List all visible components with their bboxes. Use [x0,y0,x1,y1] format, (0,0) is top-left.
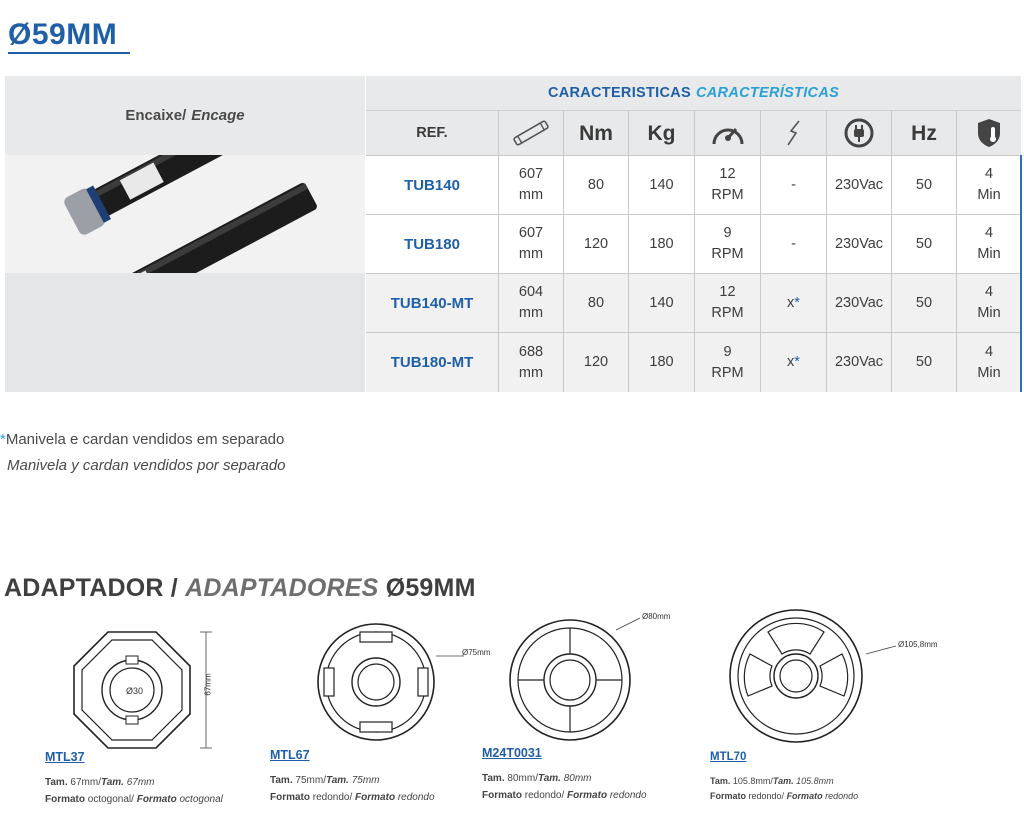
nm-cell: 120 [563,332,628,392]
length-value: 688 [518,343,544,360]
ref-column-header: REF. [366,110,498,155]
table-row [366,273,1021,332]
thermal-protection-icon [956,110,1021,155]
ref-cell: TUB180-MT [366,332,498,392]
adapter-name: M24T0031 [482,746,542,760]
octagon-adapter-drawing [40,620,280,750]
thermal-unit: Min [977,246,1001,262]
adapter-size: Tam. 105.8mm/Tam. 105.8mm [710,776,834,786]
thermal-cell [956,155,1021,214]
rpm-value: 12 [719,284,736,300]
manual-cell [760,214,826,273]
length-value: 604 [518,284,544,300]
adapter-format: Formato redondo/ Formato redondo [710,791,859,801]
manual-star: * [794,354,800,370]
kg-cell: 180 [628,332,694,392]
adapters-heading-pt: ADAPTADOR / [4,574,178,602]
adapter-format: Formato redondo/ Formato redondo [270,792,435,803]
thermal-value: 4 [984,343,994,360]
length-unit: mm [518,187,544,203]
length-cell [498,214,563,273]
manual-value: x [787,354,795,370]
adapters-heading-size: Ø59MM [385,574,476,602]
thermal-unit: Min [977,187,1001,203]
length-value: 607 [518,225,544,241]
nm-cell: 120 [563,214,628,273]
size-dimension: 67mm [203,673,213,696]
ref-cell: TUB140-MT [366,273,498,332]
hz-column-header: Hz [891,110,956,155]
kg-cell: 180 [628,214,694,273]
manual-crank-icon [760,110,826,155]
footnote-pt [0,431,284,448]
caracteristicas-pt: CARACTERISTICAS [547,85,691,101]
caracteristicas-es: CARACTERÍSTICAS [696,85,840,101]
adapter-mtl67 [266,616,496,816]
adapter-name: MTL67 [270,748,310,762]
rpm-unit: RPM [711,187,744,203]
hz-cell: 50 [891,273,956,332]
table-row [366,214,1021,273]
adapter-size: Tam. 67mm/Tam. 67mm [45,777,155,788]
nm-cell: 80 [563,273,628,332]
thermal-cell [956,214,1021,273]
ref-cell: TUB180 [366,214,498,273]
footnote-pt-text: Manivela e cardan vendidos em separado [5,431,285,448]
outer-dimension: Ø105,8mm [898,640,938,649]
voltage-cell: 230Vac [826,214,891,273]
nm-cell: 80 [563,155,628,214]
manual-cell [760,332,826,392]
manual-cell [760,273,826,332]
title-underline [8,52,130,54]
rpm-value: 12 [719,166,736,182]
footnote-star: * [0,431,6,448]
length-cell [498,273,563,332]
outer-dimension: Ø75mm [462,648,491,657]
thermal-value: 4 [984,225,994,241]
adapter-size: Tam. 75mm/Tam. 75mm [270,775,380,786]
adapter-format: Formato octogonal/ Formato octogonal [45,794,223,805]
voltage-cell: 230Vac [826,273,891,332]
column-header-row [366,110,1021,155]
outer-dimension: Ø80mm [642,612,671,621]
footnote-es: Manivela y cardan vendidos por separado [7,457,286,474]
length-cell [498,332,563,392]
manual-value: - [791,176,796,193]
round-adapter-drawing [266,616,496,746]
adapters-heading-es: ADAPTADORES [185,574,379,602]
rpm-value: 9 [723,343,732,360]
manual-star: * [794,294,800,311]
rpm-unit: RPM [711,364,744,381]
round-adapter-drawing [708,604,1008,744]
rpm-cell [694,155,760,214]
ref-cell: TUB140 [366,155,498,214]
kg-column-header: Kg [628,110,694,155]
specs-table [5,76,1021,392]
encaixe-label: Encaixe/ [125,107,187,124]
manual-value: x [787,294,795,311]
rpm-cell [694,214,760,273]
kg-cell: 140 [628,155,694,214]
adapter-size: Tam. 80mm/Tam. 80mm [482,773,592,784]
rpm-cell [694,273,760,332]
adapter-name: MTL70 [710,751,747,763]
adapters-heading [4,574,476,603]
thermal-cell [956,273,1021,332]
page-title: Ø59MM [8,18,118,51]
tube-length-icon [498,110,563,155]
hz-cell: 50 [891,332,956,392]
motor-images [5,155,365,392]
motor-image-band [5,273,365,392]
thermal-value: 4 [984,166,994,182]
adapter-mtl70 [708,604,1008,818]
thermal-value: 4 [984,284,994,300]
manual-value: - [791,235,796,252]
table-row [366,332,1021,392]
manual-cell [760,155,826,214]
length-cell [498,155,563,214]
table-edge-accent [1020,155,1022,392]
bore-dimension: Ø30 [126,686,144,696]
round-adapter-drawing [478,608,708,748]
table-row [366,155,1021,214]
characteristics-header [366,76,1021,110]
adapter-mtl37 [40,620,280,820]
thermal-unit: Min [977,364,1001,381]
rpm-value: 9 [723,225,732,241]
kg-cell: 140 [628,273,694,332]
voltage-cell: 230Vac [826,155,891,214]
adapter-name: MTL37 [45,750,85,764]
rpm-unit: RPM [711,246,744,262]
thermal-unit: Min [977,305,1001,321]
length-value: 607 [518,166,544,182]
rpm-cell [694,332,760,392]
nm-column-header: Nm [563,110,628,155]
power-plug-icon [826,110,891,155]
length-unit: mm [518,246,544,262]
encage-label: Encage [191,107,245,124]
rpm-unit: RPM [711,305,744,321]
encaixe-header [5,76,365,155]
adapter-m24t0031 [478,608,708,818]
thermal-cell [956,332,1021,392]
length-unit: mm [518,305,544,321]
length-unit: mm [518,364,544,381]
speedometer-icon [694,110,760,155]
voltage-cell: 230Vac [826,332,891,392]
hz-cell: 50 [891,214,956,273]
hz-cell: 50 [891,155,956,214]
adapter-format: Formato redondo/ Formato redondo [482,790,647,801]
